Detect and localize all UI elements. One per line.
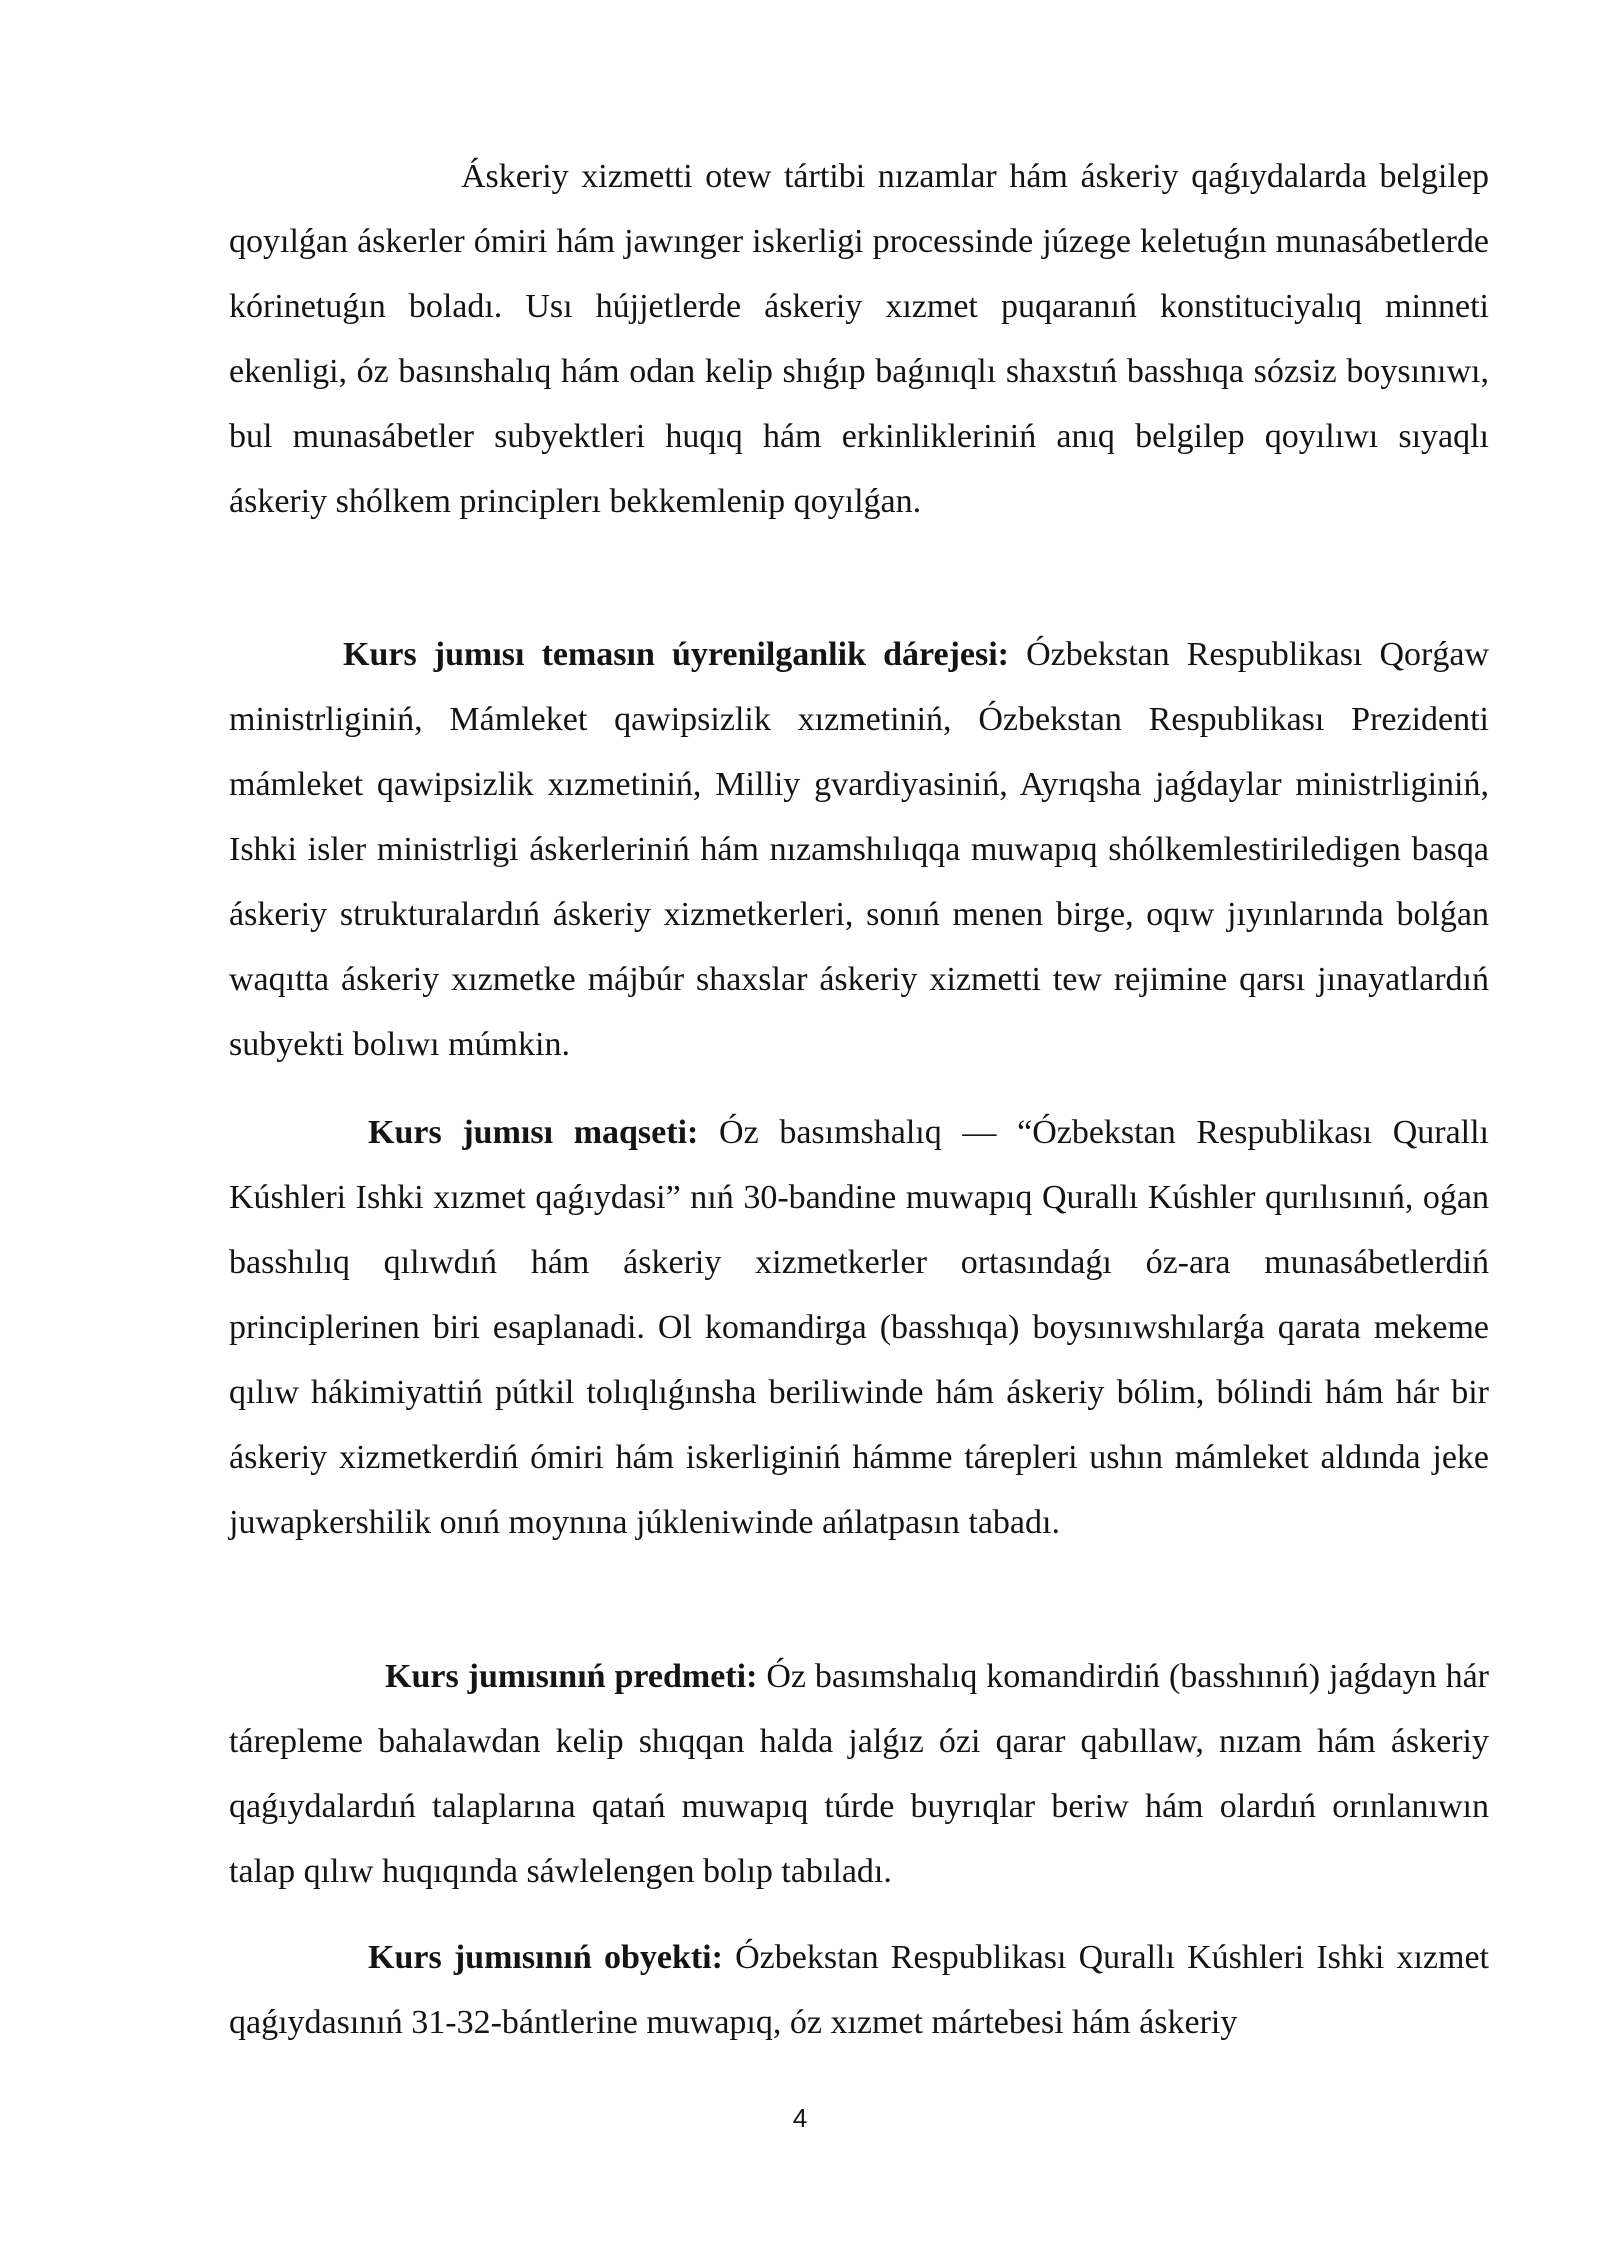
paragraph-text: Ózbekstan Respublikası Qurallı Kúshleri Ishki xızmet qaǵıydasınıń 31-32-bántlerine muwapıq, óz xızmet mártebesi hám áskeriy [229,1939,1489,2041]
paragraph-text: Óz basımshalıq — “Ózbekstan Respublikası Qurallı Kúshleri Ishki xızmet qaǵıydasi” nıń 30-bandine muwapıq Qurallı Kúshler qurılısınıń, oǵan basshılıq qılıwdıń hám áskeriy xizmetkerler ortasındaǵı óz-ara munasábetlerdiń principlerinen biri esaplanadi. Ol komandirga (basshıqa) boysınıwshılarǵa qarata mekeme qılıw hákimiyattiń pútkil tolıqlıǵınsha beriliwinde hám áskeriy bólim, bólindi hám hár bir áskeriy xizmetkerdiń ómiri hám iskerliginiń hámme tárepleri ushın mámleket aldında jeke juwapkershilik onıń moynına júkleniwinde ańlatpasın tabadı. [229,1114,1489,1541]
paragraph-heading: Kurs jumısınıń obyekti: [368,1939,723,1976]
paragraph-heading: Kurs jumısı maqseti: [368,1114,699,1151]
paragraph-study-level [229,622,1489,1077]
paragraph-goal [229,1100,1489,1555]
paragraph-text: Ózbekstan Respublikası Qorǵaw ministrliginiń, Mámleket qawipsizlik xızmetiniń, Ózbekstan Respublikası Prezidenti mámleket qawipsizlik xızmetiniń, Milliy gvardiyasiniń, Ayrıqsha jaǵdaylar ministrliginiń, Ishki isler ministrligi áskerleriniń hám nızamshılıqqa muwapıq shólkemlestiriledigen basqa áskeriy strukturalardıń áskeriy xizmetkerleri, sonıń menen birge, oqıw jıyınlarında bolǵan waqıtta áskeriy xızmetke májbúr shaxslar áskeriy xizmetti tew rejimine qarsı jınayatlardıń subyekti bolıwı múmkin. [229,636,1490,1063]
paragraph-intro [229,144,1489,534]
paragraph-heading: Kurs jumısınıń predmeti: [385,1658,758,1695]
paragraph-subject [229,1644,1489,1904]
paragraph-heading: Kurs jumısı temasın úyrenilganlik dárejesi: [343,636,1009,673]
page-number: 4 [792,2103,808,2133]
paragraph-text: Óz basımshalıq komandirdiń (basshınıń) jaǵdayn hár tárepleme bahalawdan kelip shıqqan halda jalǵız ózi qarar qabıllaw, nızam hám áskeriy qaǵıydalardıń talaplarına qatań muwapıq túrde buyrıqlar beriw hám olardıń orınlanıwın talap qılıw huqıqında sáwlelengen bolıp tabıladı. [229,1658,1489,1890]
paragraph-text: Áskeriy xizmetti otew tártibi nızamlar hám áskeriy qaǵıydalarda belgilep qoyılǵan áskerler ómiri hám jawınger iskerligi processinde júzege keletuǵın munasábetlerde kórinetuǵın boladı. Usı hújjetlerde áskeriy xızmet puqaranıń konstituciyalıq minneti ekenligi, óz basınshalıq hám odan kelip shıǵıp baǵınıqlı shaxstıń basshıqa sózsiz boysınıwı, bul munasábetler subyektleri huqıq hám erkinlikleriniń anıq belgilep qoyılıwı sıyaqlı áskeriy shólkem principlerı bekkemlenip qoyılǵan. [229,158,1489,520]
paragraph-object [229,1925,1489,2055]
